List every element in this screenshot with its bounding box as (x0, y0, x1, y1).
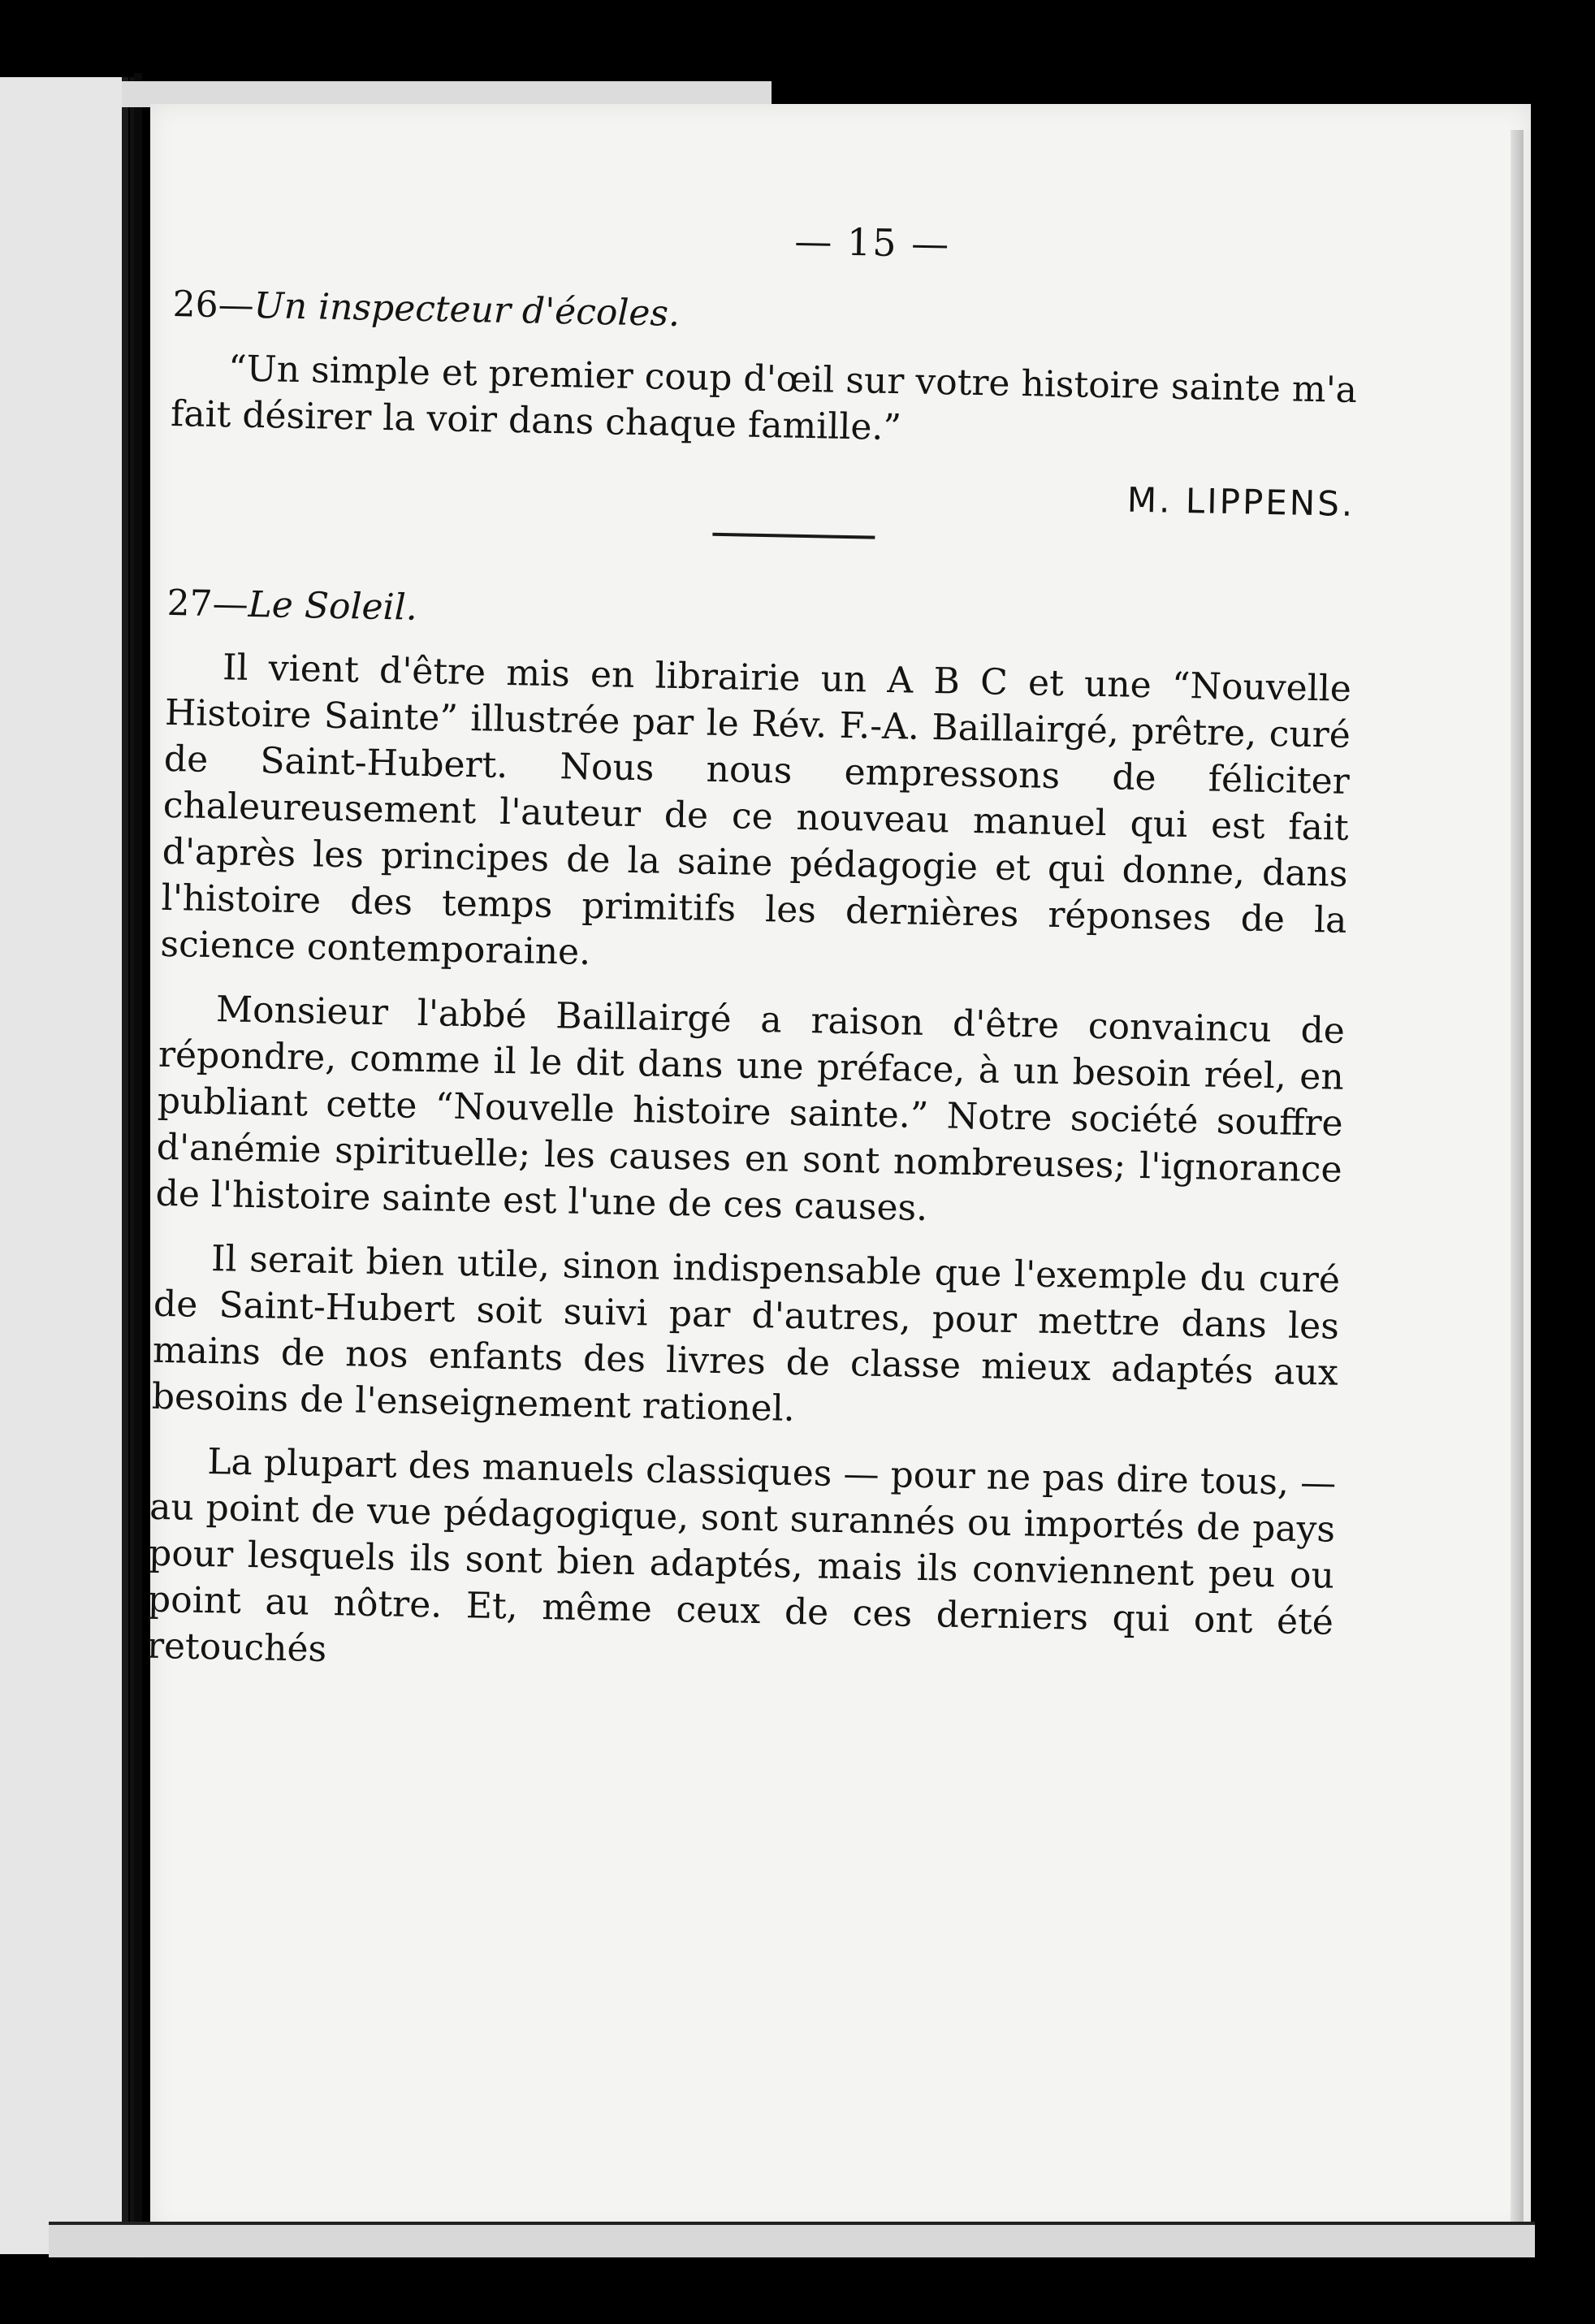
body-paragraph: La plupart des manuels classiques — pour ne pas dire tous, — au point de vue pédagogique, sont surannés ou importés de pays pour lesquels ils sont bien adaptés, mais ils conviennent peu ou point au nôtre. Et, même ceux de ces derniers qui ont été retouchés (146, 1441, 1337, 1670)
body-paragraph: Il serait bien utile, sinon indispensable que l'exemple du curé de Saint-Hubert soit suivi par d'autres, pour mettre dans les mains de nos enfants des livres de classe mieux adaptés aux besoins de l'enseignement rationel. (151, 1238, 1341, 1430)
page-content (146, 207, 1360, 1710)
entry-number: 26— (172, 283, 255, 327)
page-right-edge (1511, 130, 1524, 2226)
signature: M. LIPPENS. (1126, 479, 1355, 524)
section-divider (712, 533, 875, 539)
entry-27 (146, 582, 1352, 1692)
entry-heading (166, 582, 1353, 647)
quote-paragraph: “Un simple et premier coup d'œil sur votre histoire sainte m'a fait désirer la voir dans chaque famille.” (170, 348, 1358, 449)
page-number: — 15 — (793, 219, 951, 266)
entry-heading (172, 283, 1359, 348)
body-paragraph: Monsieur l'abbé Baillairgé a raison d'être convaincu de répondre, comme il le dit dans une préface, à un besoin réel, en publiant cette “Nouvelle histoire sainte.” Notre société souffre d'anémie spirituelle; les causes en sont nombreuses; l'ignorance de l'histoire sainte est l'une de ces causes. (155, 989, 1346, 1230)
body-paragraph: Il vient d'être mis en librairie un A B C et une “Nouvelle Histoire Sainte” illustrée par le Rév. F.-A. Baillairgé, prêtre, curé de Saint-Hubert. Nous nous empressons de féliciter chaleureusement l'auteur de ce nouveau manuel qui est fait d'après les principes de la saine pédagogie et qui donne, dans l'histoire des temps primitifs les dernières réponses de la science contemporaine. (160, 647, 1352, 973)
entry-26 (168, 283, 1358, 548)
entry-title: Le Soleil. (248, 583, 418, 629)
page-bottom-edge (49, 2222, 1535, 2257)
entry-number: 27— (166, 582, 249, 625)
entry-title: Un inspecteur d'écoles. (253, 284, 681, 335)
left-page-edge (0, 77, 128, 2254)
book-spine (134, 73, 142, 2258)
